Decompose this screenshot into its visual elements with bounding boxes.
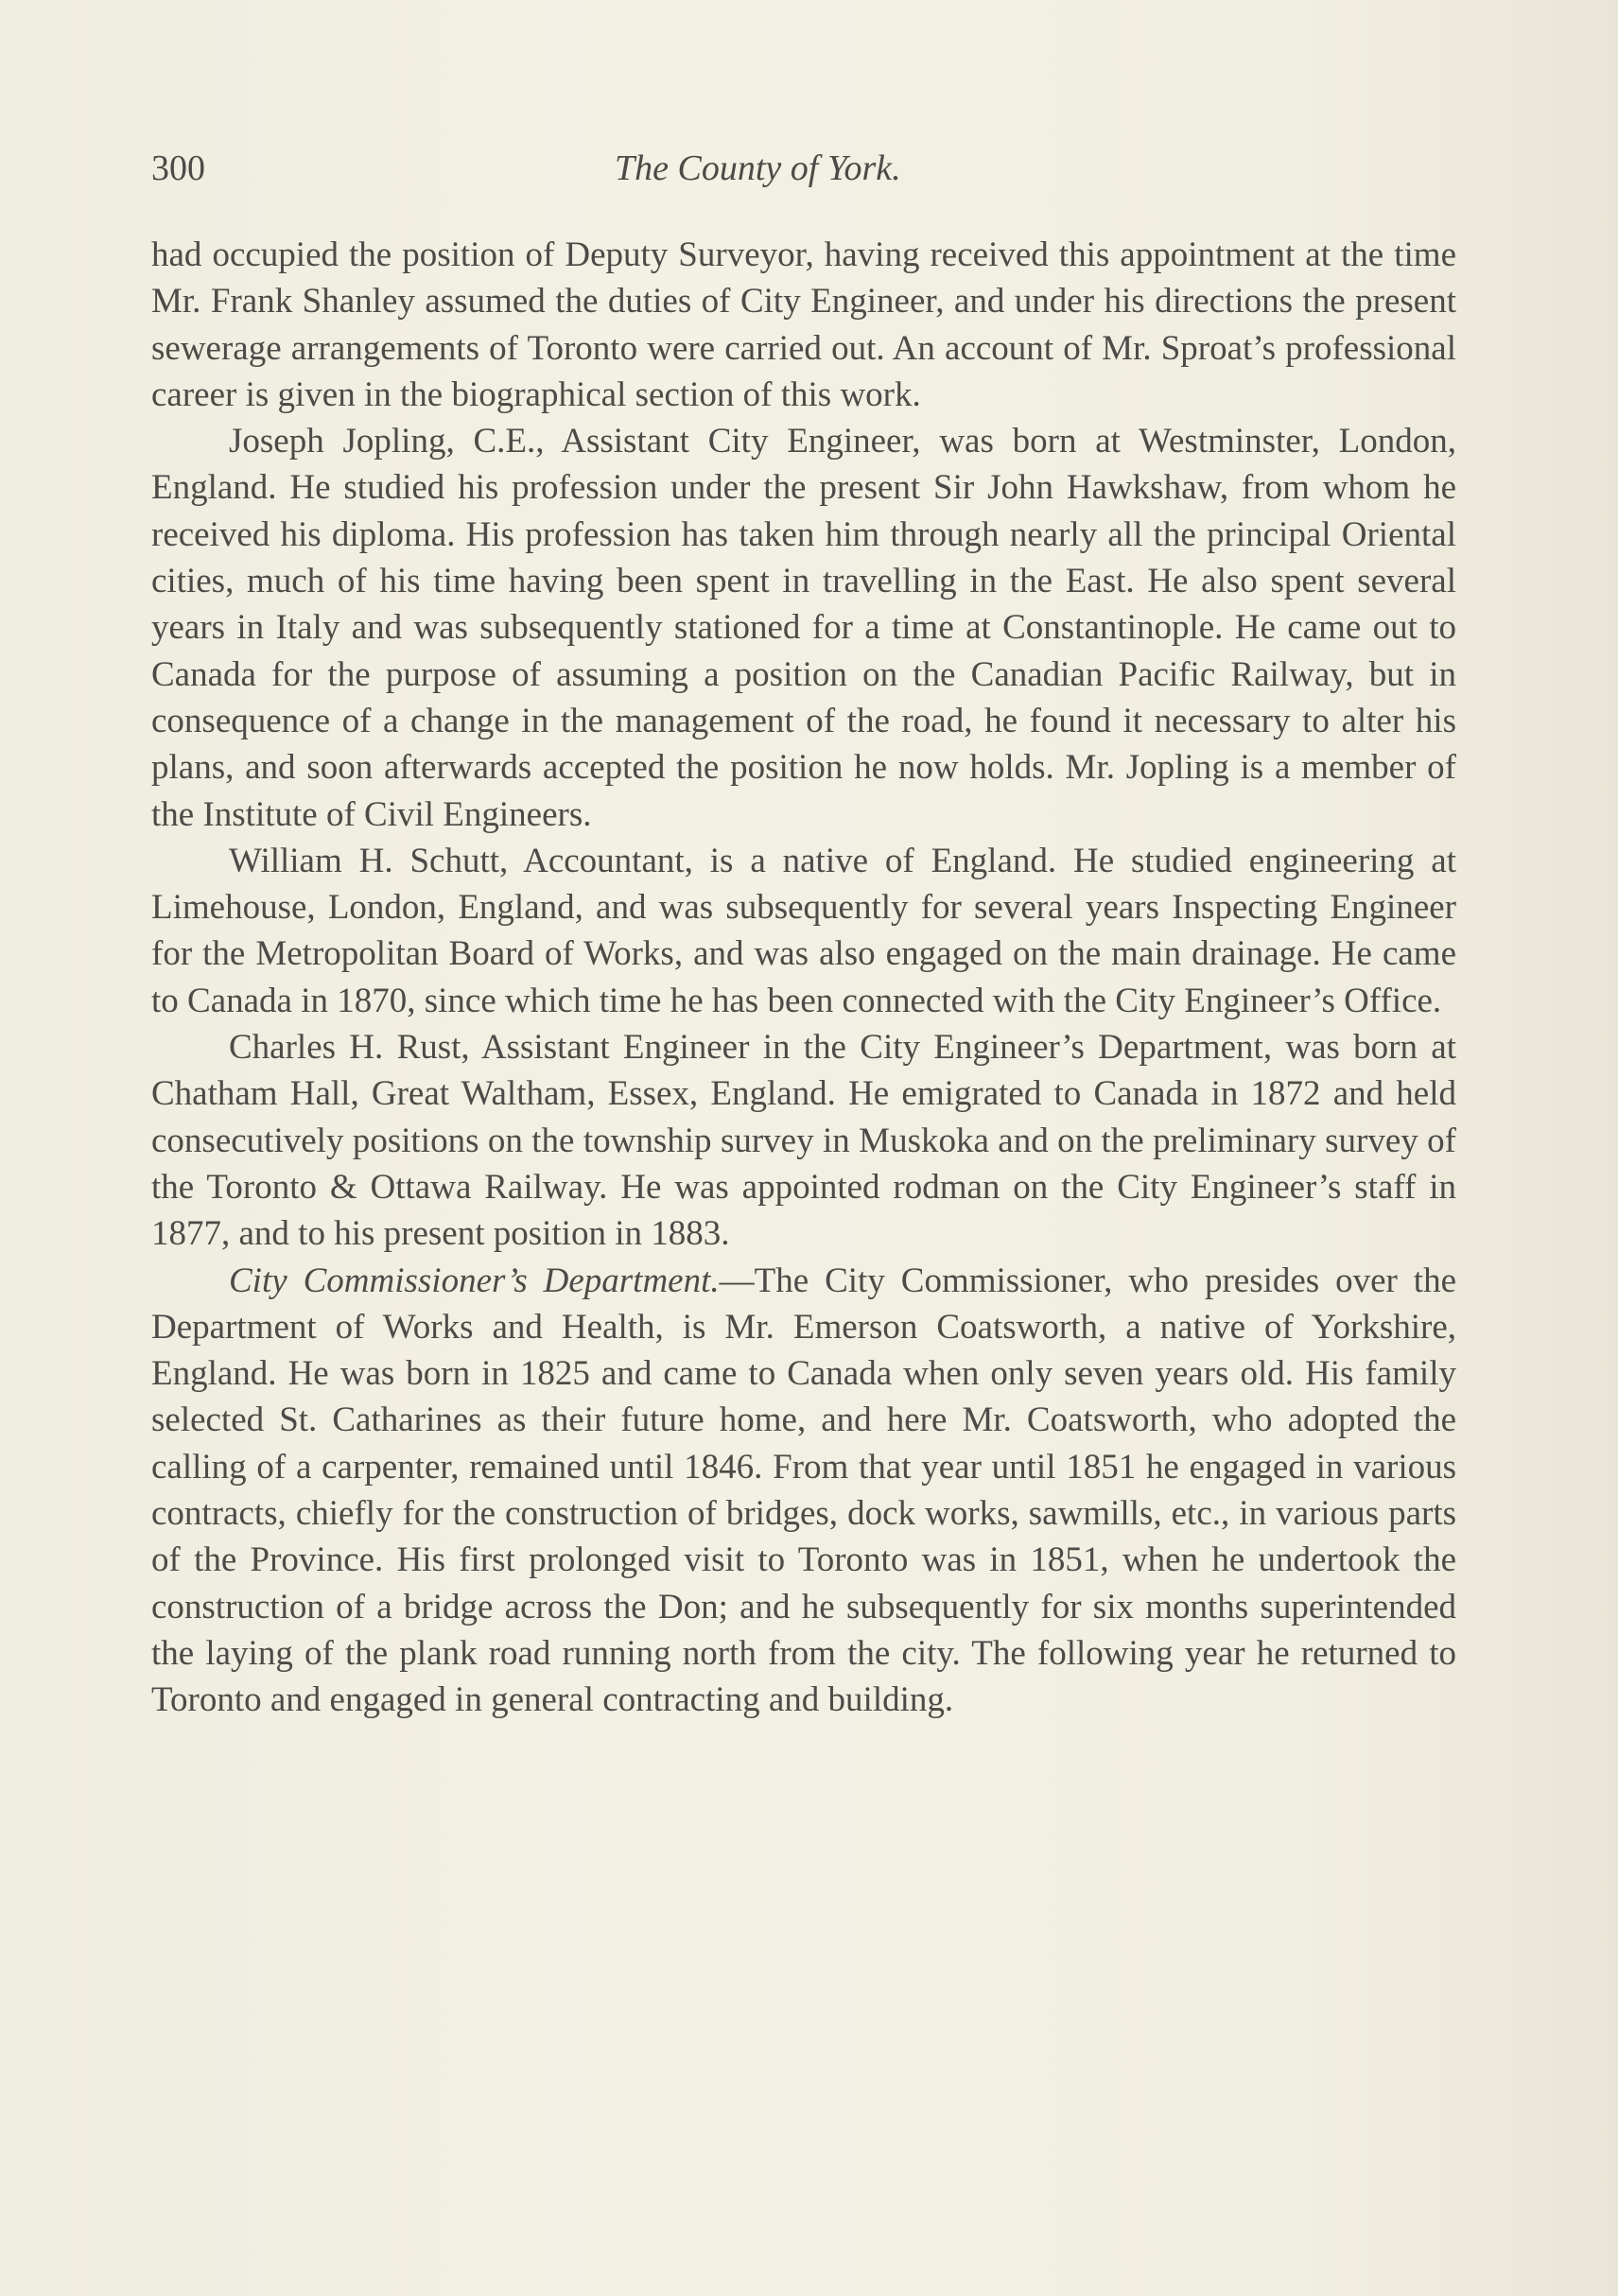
running-head <box>151 142 1456 199</box>
paragraph-rust <box>151 1024 1456 1257</box>
paragraph-text: had occupied the position of Deputy Surveyor, having received this appointment at the time Mr. Frank Shanley assumed the duties of City Engineer, and under his directions the present sewerage arrangements of Toronto were carried out. An account of Mr. Sproat’s professional career is given in the biographical section of this work. <box>151 235 1456 414</box>
running-title: The County of York. <box>615 148 901 188</box>
paragraph-schutt <box>151 838 1456 1024</box>
paragraph-text: Joseph Jopling, C.E., Assistant City Engineer, was born at Westminster, London, England. He studied his profession under the present Sir John Hawkshaw, from whom he received his diploma. His profession has taken him through nearly all the principal Oriental cities, much of his time having been spent in travelling in the East. He also spent several years in Italy and was subsequently stationed for a time at Constantinople. He came out to Canada for the purpose of assuming a position on the Canadian Pacific Railway, but in consequence of a change in the management of the road, he found it necessary to alter his plans, and soon afterwards accepted the position he now holds. Mr. Jopling is a member of the Institute of Civil Engineers. <box>151 422 1456 834</box>
paragraph-text: —The City Commissioner, who presides over the Department of Works and Health, is Mr. Emerson Coatsworth, a native of Yorkshire, England. He was born in 1825 and came to Canada when only seven years old. His family selected St. Catharines as their future home, and here Mr. Coatsworth, who adopted the calling of a carpenter, remained until 1846. From that year until 1851 he engaged in various contracts, chiefly for the construction of bridges, dock works, sawmills, etc., in various parts of the Province. His first prolonged visit to Toronto was in 1851, when he undertook the construction of a bridge across the Don; and he subsequently for six months superintended the laying of the plank road running north from the city. The following year he returned to Toronto and engaged in general contracting and building. <box>151 1261 1456 1720</box>
paragraph-city-commissioner <box>151 1258 1456 1724</box>
page-number: 300 <box>151 148 205 188</box>
paragraph-text: William H. Schutt, Accountant, is a native of England. He studied engineering at Limehouse, London, England, and was subsequently for several years Inspecting Engineer for the Metropolitan Board of Works, and was also engaged on the main drainage. He came to Canada in 1870, since which time he has been connected with the City Engineer’s Office. <box>151 841 1456 1020</box>
paragraph-text: Charles H. Rust, Assistant Engineer in the City Engineer’s Department, was born at Chatham Hall, Great Waltham, Essex, England. He emigrated to Canada in 1872 and held consecutively positions on the township survey in Muskoka and on the preliminary survey of the Toronto & Ottawa Railway. He was appointed rodman on the City Engineer’s staff in 1877, and to his present position in 1883. <box>151 1028 1456 1254</box>
body-text <box>151 232 1456 1724</box>
paragraph-jopling <box>151 418 1456 838</box>
paragraph-sproat <box>151 232 1456 418</box>
section-heading: City Commissioner’s Department. <box>229 1261 720 1300</box>
